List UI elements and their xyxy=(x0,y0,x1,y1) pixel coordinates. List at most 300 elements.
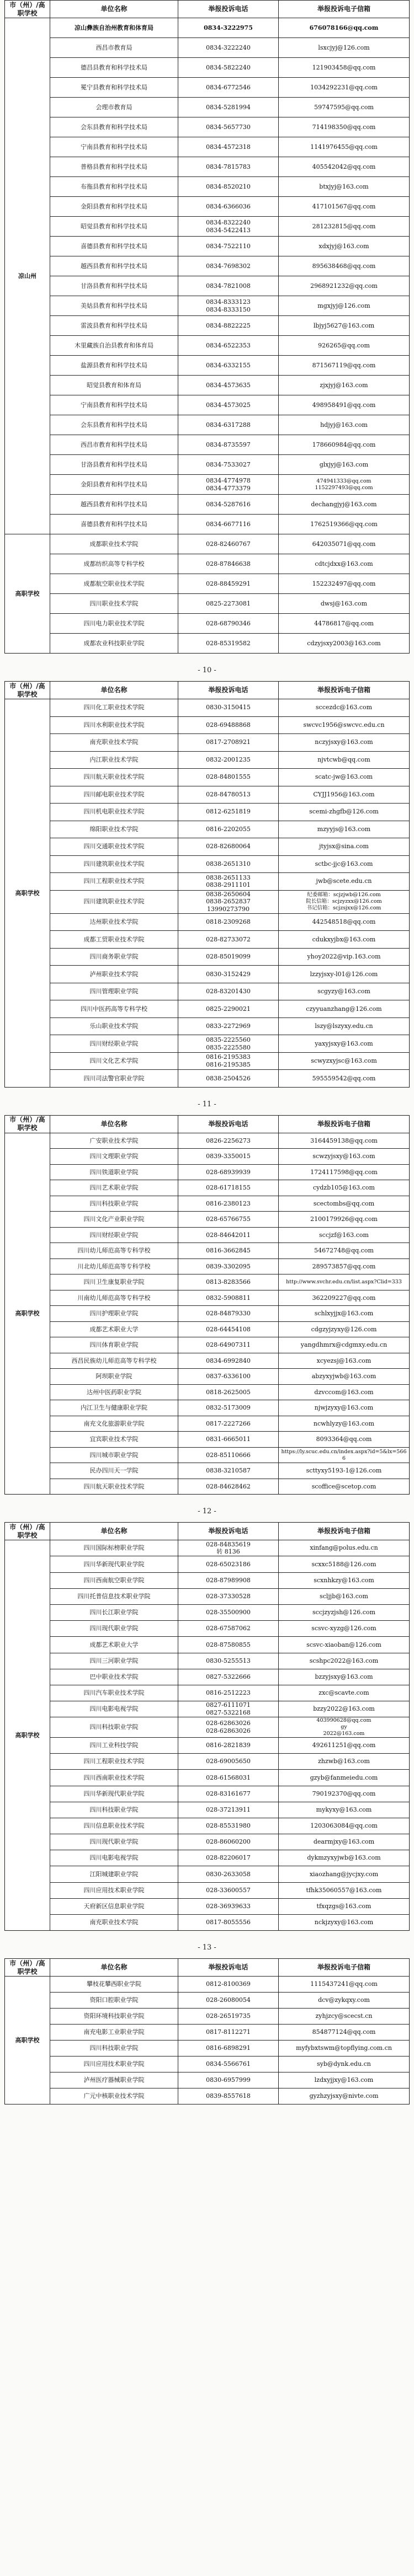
email-cell[interactable]: jwb@scete.edu.cn xyxy=(279,873,410,891)
phone-cell: 028-61718155 xyxy=(178,1180,279,1196)
table-row xyxy=(5,1196,410,1212)
header-unit: 单位名称 xyxy=(50,1115,178,1133)
phone-cell: 0817-2708921 xyxy=(178,734,279,752)
region-cell: 凉山州 xyxy=(5,18,50,534)
table-row xyxy=(5,1164,410,1180)
email-cell[interactable]: cdgzyjzyxy@126.com xyxy=(279,1321,410,1337)
email-cell[interactable]: yhoy2022@vip.163.com xyxy=(279,948,410,966)
email-cell[interactable]: CYJJ1956@163.com xyxy=(279,786,410,804)
email-cell[interactable]: tfhk35060557@163.com xyxy=(279,1882,410,1898)
email-cell[interactable]: 1034292231@qq.com xyxy=(279,78,410,98)
unit-name-cell: 四川工业科技学院 xyxy=(50,1737,178,1753)
document-page xyxy=(4,1522,410,1931)
table-row xyxy=(5,177,410,197)
unit-name-cell: 四川化工职业技术学院 xyxy=(50,699,178,717)
email-cell[interactable]: 1115437241@qq.com xyxy=(279,1977,410,1993)
phone-cell: 028-87580855 xyxy=(178,1637,279,1653)
phone-cell: 0839-3302095 xyxy=(178,1258,279,1274)
email-cell[interactable]: xinfang@polus.edu.cn xyxy=(279,1540,410,1556)
email-cell[interactable]: 405542042@qq.com xyxy=(279,157,410,177)
email-cell[interactable]: abzyxyjwb@163.com xyxy=(279,1369,410,1385)
email-cell[interactable]: bzzyjsxy@163.com xyxy=(279,1669,410,1685)
phone-cell: 0813-8283566 xyxy=(178,1274,279,1290)
email-cell[interactable]: 714198350@qq.com xyxy=(279,117,410,137)
table-row xyxy=(5,515,410,534)
phone-cell: 028-87846638 xyxy=(178,554,279,574)
email-cell[interactable]: scgyzy@163.com xyxy=(279,983,410,1000)
unit-name-cell: 四川华新现代职业学院 xyxy=(50,1556,178,1572)
email-cell[interactable]: mykyxy@163.com xyxy=(279,1802,410,1818)
email-cell[interactable]: sctbc-jjc@163.com xyxy=(279,855,410,873)
table-row xyxy=(5,38,410,58)
email-cell[interactable]: lzzyjsxy-l01@126.com xyxy=(279,966,410,983)
unit-name-cell: 越西县教育和科学技术局 xyxy=(50,495,178,515)
email-cell[interactable]: 790192370@qq.com xyxy=(279,1786,410,1802)
table-row xyxy=(5,1274,410,1290)
table-row xyxy=(5,58,410,78)
email-cell[interactable]: sccezdc@163.com xyxy=(279,699,410,717)
email-cell[interactable]: 44786817@qq.com xyxy=(279,614,410,634)
table-row xyxy=(5,1898,410,1914)
email-cell[interactable]: dechangjyj@163.com xyxy=(279,495,410,515)
email-cell[interactable]: hdjyj@163.com xyxy=(279,415,410,435)
unit-name-cell: 泸州职业技术学院 xyxy=(50,966,178,983)
phone-cell: 028-37330528 xyxy=(178,1588,279,1604)
table-row xyxy=(5,1180,410,1196)
phone-cell: 0838-2651133 0838-2911101 xyxy=(178,873,279,891)
header-phone: 举报投诉电话 xyxy=(178,1523,279,1540)
table-row xyxy=(5,1977,410,1993)
phone-cell: 0832-2001235 xyxy=(178,751,279,769)
unit-name-cell: 天府新区信息职业学院 xyxy=(50,1898,178,1914)
email-cell[interactable]: dearmjxy@163.com xyxy=(279,1834,410,1850)
table-row xyxy=(5,1685,410,1701)
email-cell[interactable]: 2968921232@qq.com xyxy=(279,276,410,296)
table-row xyxy=(5,1000,410,1018)
email-cell[interactable]: gyzhzyjsxy@nivte.com xyxy=(279,2088,410,2104)
unit-name-cell: 南充文化旅游职业学院 xyxy=(50,1416,178,1432)
phone-cell: 028-84801555 xyxy=(178,769,279,786)
table-row xyxy=(5,495,410,515)
table-row xyxy=(5,948,410,966)
email-cell[interactable]: xiaozhang@jycjxy.com xyxy=(279,1866,410,1882)
email-cell[interactable]: 1141976455@qq.com xyxy=(279,137,410,157)
email-cell[interactable]: 895638468@qq.com xyxy=(279,256,410,276)
email-cell[interactable]: schlxyjjx@163.com xyxy=(279,1306,410,1322)
unit-name-cell: 四川艺术职业学院 xyxy=(50,1180,178,1196)
phone-cell: 0834-6366036 xyxy=(178,197,279,217)
unit-name-cell: 四川幼儿师范高等专科学校 xyxy=(50,1243,178,1259)
email-cell[interactable]: 642035071@qq.com xyxy=(279,534,410,554)
unit-name-cell: 四川体育职业学院 xyxy=(50,1337,178,1353)
email-cell[interactable]: scljjb@163.com xyxy=(279,1588,410,1604)
unit-name-cell: 江阳城建职业学院 xyxy=(50,1866,178,1882)
table-row xyxy=(5,78,410,98)
table-row xyxy=(5,197,410,217)
table-row xyxy=(5,1447,410,1463)
header-email: 举报投诉电子信箱 xyxy=(279,682,410,699)
document-page xyxy=(4,1958,410,2104)
email-cell[interactable]: lszy@lszyxy.edu.cn xyxy=(279,1017,410,1035)
email-cell[interactable]: 676078166@qq.com xyxy=(279,18,410,38)
email-cell[interactable]: 8093364@qq.com xyxy=(279,1432,410,1448)
email-cell[interactable]: xcyezsj@163.com xyxy=(279,1353,410,1369)
email-cell[interactable]: 2100179926@qq.com xyxy=(279,1212,410,1228)
table-row xyxy=(5,751,410,769)
email-cell[interactable]: scxxc5188@126.com xyxy=(279,1556,410,1572)
phone-cell: 028-68939939 xyxy=(178,1164,279,1180)
unit-name-cell: 盐源县教育和科学技术局 xyxy=(50,356,178,376)
phone-cell: 028-84879330 xyxy=(178,1306,279,1322)
email-cell[interactable]: zyhjzcy@scecst.cn xyxy=(279,2009,410,2025)
email-cell[interactable]: 1762519366@qq.com xyxy=(279,515,410,534)
email-cell[interactable]: mzyyjs@163.com xyxy=(279,821,410,838)
email-cell[interactable]: jtyjsx@sina.com xyxy=(279,838,410,856)
table-row xyxy=(5,316,410,336)
unit-name-cell: 四川建筑职业技术学院 xyxy=(50,890,178,913)
unit-name-cell: 四川西南职业技术学院 xyxy=(50,1770,178,1786)
table-row xyxy=(5,1621,410,1637)
table-row xyxy=(5,855,410,873)
email-cell[interactable]: glxjyj@163.com xyxy=(279,455,410,475)
phone-cell: 0825-2273081 xyxy=(178,594,279,614)
contact-table xyxy=(4,1958,410,2104)
email-cell[interactable]: scwzyjsxy@163.com xyxy=(279,1149,410,1165)
email-cell[interactable]: btxjyj@163.com xyxy=(279,177,410,197)
phone-cell: 028-84628462 xyxy=(178,1479,279,1495)
phone-cell: 0812-8100369 xyxy=(178,1977,279,1993)
unit-name-cell: 成都职业技术学院 xyxy=(50,534,178,554)
unit-name-cell: 川北幼儿师范高等专科学校 xyxy=(50,1258,178,1274)
unit-name-cell: 四川电影电视学院 xyxy=(50,1850,178,1866)
header-phone: 举报投诉电话 xyxy=(178,1,279,18)
table-row xyxy=(5,1737,410,1753)
unit-name-cell: 南充职业技术学院 xyxy=(50,1915,178,1931)
email-cell[interactable]: ncwhlyzy@163.com xyxy=(279,1416,410,1432)
email-cell[interactable]: 492611251@qq.com xyxy=(279,1737,410,1753)
phone-cell: 0832-5908811 xyxy=(178,1290,279,1306)
unit-name-cell: 四川管理职业学院 xyxy=(50,983,178,1000)
table-row xyxy=(5,594,410,614)
email-cell[interactable]: tfxqzgs@163.com xyxy=(279,1898,410,1914)
email-cell[interactable]: lbjyj5627@163.com xyxy=(279,316,410,336)
unit-name-cell: 阿坝职业学院 xyxy=(50,1369,178,1385)
phone-cell: 0835-2225560 0835-2225580 xyxy=(178,1035,279,1053)
phone-cell: 0817-8055556 xyxy=(178,1915,279,1931)
header-email: 举报投诉电子信箱 xyxy=(279,1523,410,1540)
phone-cell: 028-67587062 xyxy=(178,1621,279,1637)
email-cell[interactable]: 121903458@qq.com xyxy=(279,58,410,78)
email-cell[interactable]: 152232497@qq.com xyxy=(279,574,410,594)
unit-name-cell: 四川工程职业技术学院 xyxy=(50,873,178,891)
table-row xyxy=(5,890,410,913)
unit-name-cell: 四川航天职业技术学院 xyxy=(50,1479,178,1495)
table-row xyxy=(5,821,410,838)
phone-cell: 0834-5566761 xyxy=(178,2056,279,2072)
email-cell[interactable]: lzdxyjjxy@163.com xyxy=(279,2072,410,2088)
table-row xyxy=(5,18,410,38)
table-row xyxy=(5,1149,410,1165)
unit-name-cell: 会东县教育和科学技术局 xyxy=(50,117,178,137)
email-cell[interactable]: njwjzyxy@163.com xyxy=(279,1400,410,1416)
phone-cell: 028-65023186 xyxy=(178,1556,279,1572)
unit-name-cell: 民办四川天一学院 xyxy=(50,1463,178,1479)
header-email: 举报投诉电子信箱 xyxy=(279,1115,410,1133)
table-row xyxy=(5,1290,410,1306)
table-row xyxy=(5,1770,410,1786)
phone-cell: 0838-3210587 xyxy=(178,1463,279,1479)
email-cell[interactable]: 54672748@qq.com xyxy=(279,1243,410,1259)
table-row xyxy=(5,475,410,495)
unit-name-cell: 四川科技职业学院 xyxy=(50,1802,178,1818)
phone-cell: 028-88459291 xyxy=(178,574,279,594)
phone-cell: 0834-7522110 xyxy=(178,237,279,256)
table-row xyxy=(5,1653,410,1669)
phone-cell: 0834-7821008 xyxy=(178,276,279,296)
email-cell[interactable]: myfybxtswm@topflying.com.cn xyxy=(279,2041,410,2056)
unit-name-cell: 资阳口腔职业学院 xyxy=(50,1993,178,2009)
email-cell[interactable]: cdzyjsxy2003@163.com xyxy=(279,634,410,654)
unit-name-cell: 四川电力职业技术学院 xyxy=(50,614,178,634)
email-cell[interactable]: 403990628@qq.com gy 2022@163.com xyxy=(279,1717,410,1738)
table-row xyxy=(5,2041,410,2056)
unit-name-cell: 成都纺织高等专科学校 xyxy=(50,554,178,574)
unit-name-cell: 成都工贸职业技术学院 xyxy=(50,931,178,949)
phone-cell: 0834-7698302 xyxy=(178,256,279,276)
unit-name-cell: 甘洛县教育和科学技术局 xyxy=(50,276,178,296)
phone-cell: 028-85019099 xyxy=(178,948,279,966)
email-cell[interactable]: syb@dynk.edu.cn xyxy=(279,2056,410,2072)
table-row xyxy=(5,1915,410,1931)
email-cell[interactable]: nczyjsxy@163.com xyxy=(279,734,410,752)
page-number: - 12 - xyxy=(198,1507,216,1516)
email-cell[interactable]: czyyuanzhang@126.com xyxy=(279,1000,410,1018)
email-cell[interactable]: cdtcjdxx@163.com xyxy=(279,554,410,574)
email-cell[interactable]: sccjzyzjsh@126.com xyxy=(279,1605,410,1621)
email-cell[interactable]: 289573857@qq.com xyxy=(279,1258,410,1274)
header-phone: 举报投诉电话 xyxy=(178,1959,279,1977)
email-cell[interactable]: scectombs@qq.com xyxy=(279,1196,410,1212)
phone-cell: 028-35500900 xyxy=(178,1605,279,1621)
phone-cell: 0834-8735597 xyxy=(178,435,279,455)
unit-name-cell: 达州中医药职业学院 xyxy=(50,1384,178,1400)
email-cell[interactable]: scsvc-xyzg@126.com xyxy=(279,1621,410,1637)
table-row xyxy=(5,804,410,821)
phone-cell: 0816-2380123 xyxy=(178,1196,279,1212)
unit-name-cell: 广元中核职业技术学院 xyxy=(50,2088,178,2104)
phone-cell: 028-84780513 xyxy=(178,786,279,804)
phone-cell: 028-62863026 028-62863026 xyxy=(178,1717,279,1738)
email-cell[interactable]: 474941333@qq.com 1152297493@qq.com xyxy=(279,475,410,495)
table-row xyxy=(5,455,410,475)
table-row xyxy=(5,1637,410,1653)
unit-name-cell: 金阳县教育和科学技术局 xyxy=(50,197,178,217)
unit-name-cell: 会理市教育局 xyxy=(50,98,178,117)
email-cell[interactable]: zxc@scavte.com xyxy=(279,1685,410,1701)
table-row xyxy=(5,256,410,276)
table-row xyxy=(5,356,410,376)
email-cell[interactable]: 595559542@qq.com xyxy=(279,1070,410,1088)
table-row xyxy=(5,614,410,634)
table-row xyxy=(5,415,410,435)
email-cell[interactable]: scatc-jw@163.com xyxy=(279,769,410,786)
unit-name-cell: 四川建筑职业技术学院 xyxy=(50,855,178,873)
table-row xyxy=(5,699,410,717)
email-cell[interactable]: 3164459138@qq.com xyxy=(279,1133,410,1149)
phone-cell: 0827-5322666 xyxy=(178,1669,279,1685)
phone-cell: 0817-8112271 xyxy=(178,2025,279,2041)
table-row xyxy=(5,1802,410,1818)
table-row xyxy=(5,1850,410,1866)
phone-cell: 0834-4774978 0834-4773379 xyxy=(178,475,279,495)
email-cell[interactable]: 362209227@qq.com xyxy=(279,1290,410,1306)
table-row xyxy=(5,1669,410,1685)
phone-cell: 0834-7533027 xyxy=(178,455,279,475)
table-row xyxy=(5,1993,410,2009)
email-cell[interactable]: 1203063084@qq.com xyxy=(279,1818,410,1834)
phone-cell: 028-83201430 xyxy=(178,983,279,1000)
table-row xyxy=(5,1463,410,1479)
header-region: 市（州）/高职学校 xyxy=(5,1115,50,1133)
phone-cell: 0834-5657730 xyxy=(178,117,279,137)
table-row xyxy=(5,2088,410,2104)
email-cell[interactable]: 178660984@qq.com xyxy=(279,435,410,455)
phone-cell: 028-85531980 xyxy=(178,1818,279,1834)
page-number: - 11 - xyxy=(198,1100,216,1108)
email-cell[interactable]: yangdhmrx@cdgmxy.edu.cn xyxy=(279,1337,410,1353)
email-cell[interactable]: mgxjyj@126.com xyxy=(279,296,410,316)
unit-name-cell: 成都艺术职业大学 xyxy=(50,1321,178,1337)
email-cell[interactable]: 纪委邮箱：scjzjwb@126.com 院长信箱：scjzyzxx@126.com 书记信箱：scjzsjxx@126.com xyxy=(279,890,410,913)
email-cell[interactable]: gzyb@fanmeiedu.com xyxy=(279,1770,410,1786)
region-cell: 高职学校 xyxy=(5,1540,50,1931)
email-cell[interactable]: cdukxyjbx@163.com xyxy=(279,931,410,949)
email-cell[interactable]: scoffice@scetop.com xyxy=(279,1479,410,1495)
unit-name-cell: 西昌民族幼儿师范高等专科学校 xyxy=(50,1353,178,1369)
table-row xyxy=(5,1306,410,1322)
header-region: 市（州）/高职学校 xyxy=(5,1523,50,1540)
email-cell[interactable]: xdxjyj@163.com xyxy=(279,237,410,256)
phone-cell: 0834-8333123 0834-8333150 xyxy=(178,296,279,316)
email-cell[interactable]: 59747595@qq.com xyxy=(279,98,410,117)
table-row xyxy=(5,98,410,117)
unit-name-cell: 四川现代职业学院 xyxy=(50,1621,178,1637)
unit-name-cell: 美姑县教育和科学技术局 xyxy=(50,296,178,316)
unit-name-cell: 四川护理职业学院 xyxy=(50,1306,178,1322)
email-cell[interactable]: scsvc-xiaoban@126.com xyxy=(279,1637,410,1653)
header-unit: 单位名称 xyxy=(50,1523,178,1540)
phone-cell: 0834-8822225 xyxy=(178,316,279,336)
unit-name-cell: 四川铁道职业学院 xyxy=(50,1164,178,1180)
unit-name-cell: 四川国际标榜职业学院 xyxy=(50,1540,178,1556)
region-cell: 高职学校 xyxy=(5,1133,50,1495)
email-cell[interactable]: scxnhkzy@163.com xyxy=(279,1572,410,1588)
phone-cell: 028-84835619 转 8136 xyxy=(178,1540,279,1556)
email-cell[interactable]: 281232815@qq.com xyxy=(279,217,410,237)
email-cell[interactable]: cydzb105@163.com xyxy=(279,1180,410,1196)
contact-table xyxy=(4,1522,410,1931)
unit-name-cell: 绵阳职业技术学院 xyxy=(50,821,178,838)
phone-cell: 0817-2227266 xyxy=(178,1416,279,1432)
email-cell[interactable]: zjxjyj@163.com xyxy=(279,376,410,395)
table-row xyxy=(5,1400,410,1416)
unit-name-cell: 四川应用技术职业学院 xyxy=(50,1882,178,1898)
phone-cell: 028-69488868 xyxy=(178,716,279,734)
phone-cell: 0834-5287616 xyxy=(178,495,279,515)
email-cell[interactable]: dykmzyxyjwb@163.com xyxy=(279,1850,410,1866)
header-email: 举报投诉电子信箱 xyxy=(279,1,410,18)
email-cell[interactable]: lsxcjyj@126.com xyxy=(279,38,410,58)
email-cell[interactable]: dzvccom@163.com xyxy=(279,1384,410,1400)
document-page xyxy=(4,1115,410,1495)
unit-name-cell: 攀枝花攀西职业学院 xyxy=(50,1977,178,1993)
table-row xyxy=(5,1701,410,1717)
table-row xyxy=(5,634,410,654)
unit-name-cell: 四川文化产业职业学院 xyxy=(50,1212,178,1228)
phone-cell: 0830-3152429 xyxy=(178,966,279,983)
email-cell[interactable]: https://ly.scuc.edu.cn/index.aspx?id=5&lx=5666 xyxy=(279,1447,410,1463)
phone-cell: 028-26519735 xyxy=(178,2009,279,2025)
email-cell[interactable]: zhzwb@163.com xyxy=(279,1754,410,1770)
email-cell[interactable]: http://www.svchr.edu.cn/list.aspx?Clid=333 xyxy=(279,1274,410,1290)
header-phone: 举报投诉电话 xyxy=(178,682,279,699)
unit-name-cell: 四川科技职业学院 xyxy=(50,1717,178,1738)
unit-name-cell: 甘洛县教育和科学技术局 xyxy=(50,455,178,475)
unit-name-cell: 越西县教育和科学技术局 xyxy=(50,256,178,276)
email-cell[interactable]: 442548518@qq.com xyxy=(279,913,410,931)
table-row xyxy=(5,1834,410,1850)
email-cell[interactable]: 871567119@qq.com xyxy=(279,356,410,376)
table-row xyxy=(5,395,410,415)
table-row xyxy=(5,734,410,752)
unit-name-cell: 四川现代职业学院 xyxy=(50,1834,178,1850)
email-cell[interactable]: nckjzyxy@163.com xyxy=(279,1915,410,1931)
table-row xyxy=(5,786,410,804)
email-cell[interactable]: scwyzxyjsc@163.com xyxy=(279,1052,410,1070)
email-cell[interactable]: 854877124@qq.com xyxy=(279,2025,410,2041)
email-cell[interactable]: yaxyjsxy@163.com xyxy=(279,1035,410,1053)
phone-cell: 028-37213911 xyxy=(178,1802,279,1818)
unit-name-cell: 四川汽车职业技术学院 xyxy=(50,1685,178,1701)
email-cell[interactable]: 1724117598@qq.com xyxy=(279,1164,410,1180)
email-cell[interactable]: njvtcwb@qq.com xyxy=(279,751,410,769)
email-cell[interactable]: scemi-zhgfb@126.com xyxy=(279,804,410,821)
email-cell[interactable]: scttyxy5193-1@126.com xyxy=(279,1463,410,1479)
email-cell[interactable]: 417101567@qq.com xyxy=(279,197,410,217)
email-cell[interactable]: 498958491@qq.com xyxy=(279,395,410,415)
unit-name-cell: 巴中职业技术学院 xyxy=(50,1669,178,1685)
table-row xyxy=(5,376,410,395)
table-row xyxy=(5,2056,410,2072)
email-cell[interactable]: sccjzf@163.com xyxy=(279,1227,410,1243)
page-number: - 10 - xyxy=(198,666,216,674)
unit-name-cell: 成都农业科技职业学院 xyxy=(50,634,178,654)
email-cell[interactable]: dcv@zykqxy.com xyxy=(279,1993,410,2009)
email-cell[interactable]: 926265@qq.com xyxy=(279,336,410,356)
unit-name-cell: 四川卫生康复职业学院 xyxy=(50,1274,178,1290)
phone-cell: 028-85110666 xyxy=(178,1447,279,1463)
table-row xyxy=(5,838,410,856)
unit-name-cell: 四川财经职业学院 xyxy=(50,1227,178,1243)
table-row xyxy=(5,1540,410,1556)
unit-name-cell: 德昌县教育和科学技术局 xyxy=(50,58,178,78)
table-row xyxy=(5,217,410,237)
email-cell[interactable]: dwsj@163.com xyxy=(279,594,410,614)
email-cell[interactable]: swcvc1956@swcvc.edu.cn xyxy=(279,716,410,734)
email-cell[interactable]: scshpc2022@163.com xyxy=(279,1653,410,1669)
table-row xyxy=(5,1416,410,1432)
email-cell[interactable]: bzzy2022@163.com xyxy=(279,1701,410,1717)
